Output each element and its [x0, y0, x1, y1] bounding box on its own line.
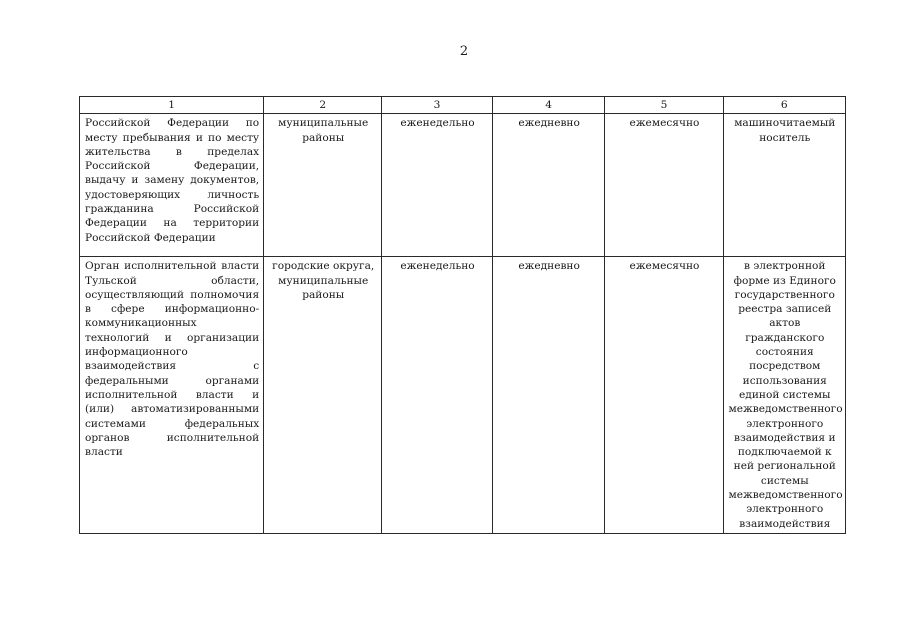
- table-row: [80, 257, 846, 534]
- table-cell-frequency-5: ежемесячно: [605, 114, 723, 257]
- column-header-1: 1: [80, 97, 264, 114]
- page-number: 2: [459, 44, 469, 59]
- table-cell-frequency-3: еженедельно: [382, 257, 493, 534]
- table-cell-frequency-3: еженедельно: [382, 114, 493, 257]
- column-header-4: 4: [492, 97, 605, 114]
- column-header-3: 3: [382, 97, 493, 114]
- table-cell-frequency-4: ежедневно: [492, 114, 605, 257]
- column-header-2: 2: [264, 97, 382, 114]
- data-table: [79, 96, 846, 534]
- table-cell-format: машиночитаемый носитель: [723, 114, 845, 257]
- table-cell-territory: городские округа, муниципальные районы: [264, 257, 382, 534]
- table-cell-agency: Российской Федерации по месту пребывания и по месту жительства в пределах Российской Федерации, выдачу и замену документов, удостоверяющих личность гражданина Российской Федерации на территории Российской Федерации: [80, 114, 264, 257]
- table-cell-territory: муниципальные районы: [264, 114, 382, 257]
- table-cell-format: в электронной форме из Единого государственного реестра записей актов гражданского состояния посредством использования единой системы межведомственного электронного взаимодействия и подключаемой к ней региональной системы межведомственного электронного взаимодействия: [723, 257, 845, 534]
- table-cell-agency: Орган исполнительной власти Тульской области, осуществляющий полномочия в сфере информационно-коммуникационных технологий и организации информационного взаимодействия с федеральными органами исполнительной власти и (или) автоматизированными системами федеральных органов исполнительной власти: [80, 257, 264, 534]
- table-cell-frequency-5: ежемесячно: [605, 257, 723, 534]
- column-header-6: 6: [723, 97, 845, 114]
- table-cell-frequency-4: ежедневно: [492, 257, 605, 534]
- table-header-row: [80, 97, 846, 114]
- column-header-5: 5: [605, 97, 723, 114]
- table-row: [80, 114, 846, 257]
